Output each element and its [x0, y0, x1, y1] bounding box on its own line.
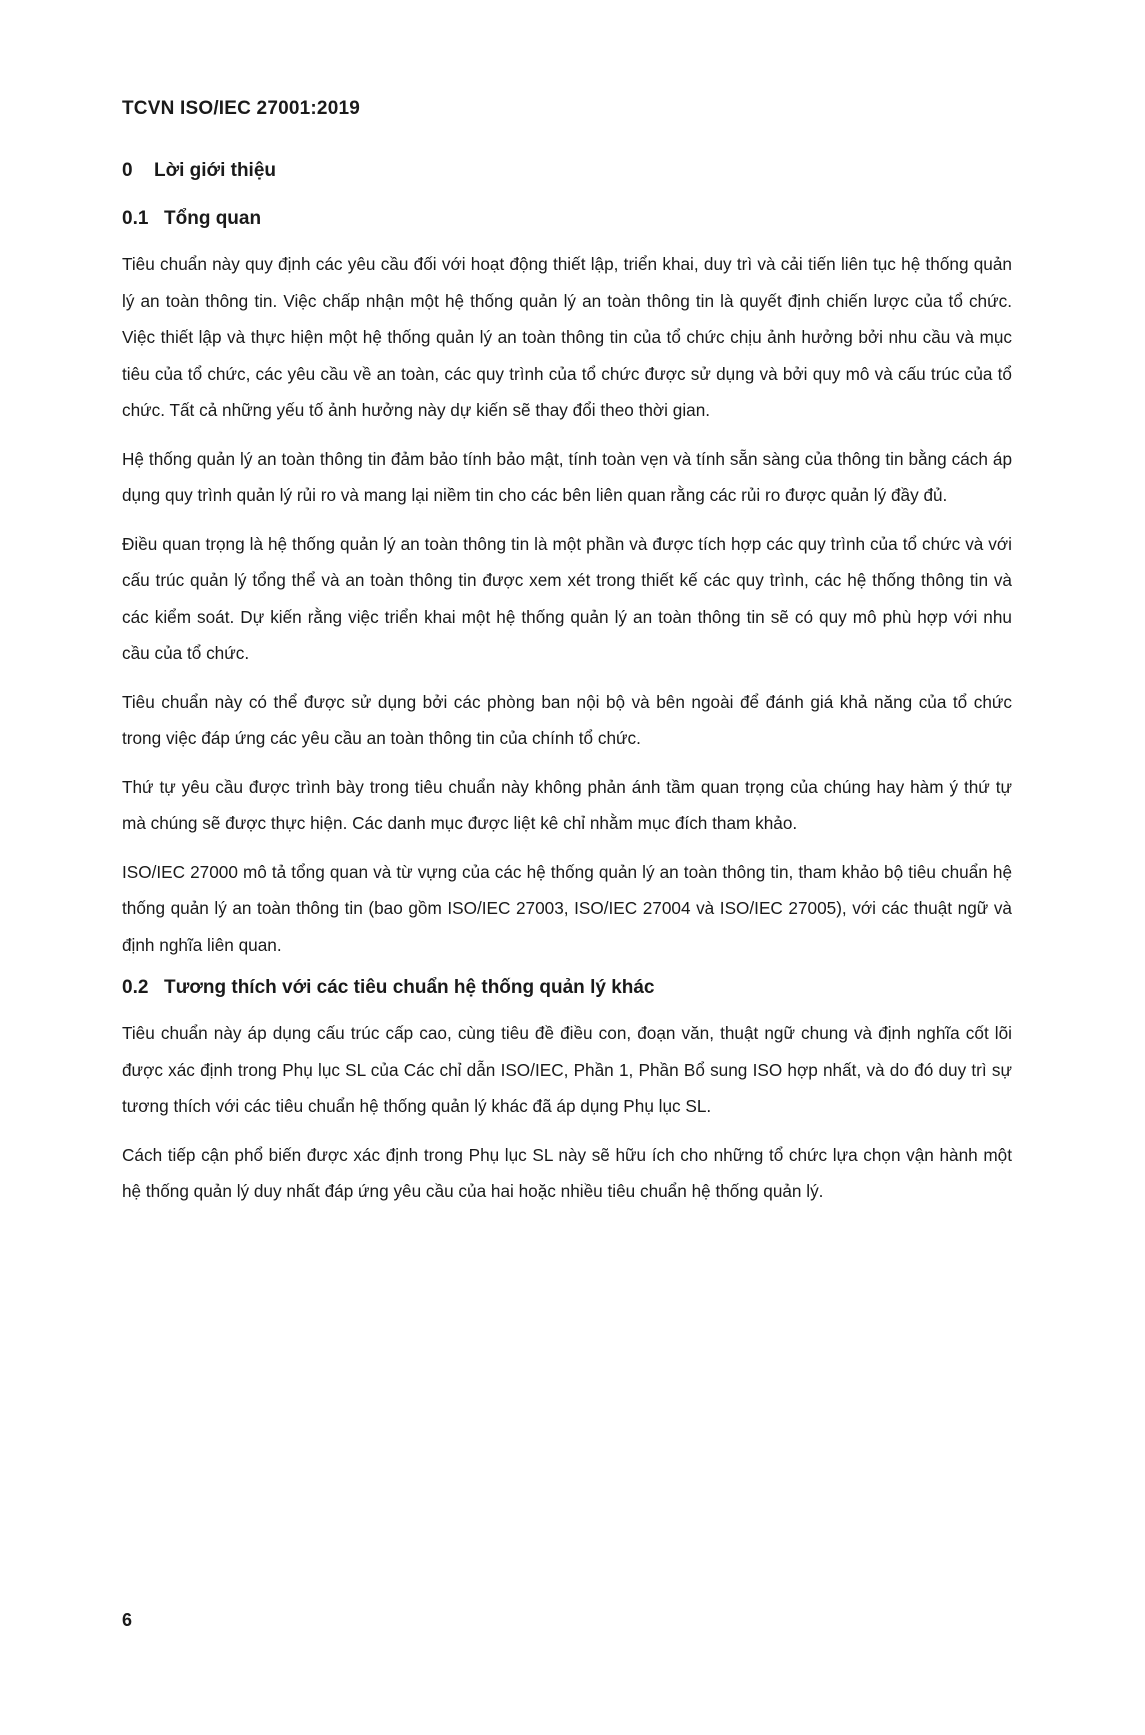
section-0-1-heading [122, 206, 1012, 232]
document-body [122, 158, 1012, 1222]
section-0-1-title: Tổng quan [164, 208, 262, 229]
section-0-2-title: Tương thích với các tiêu chuẩn hệ thống quản lý khác [164, 977, 655, 998]
section-0-1-paragraph-4: Tiêu chuẩn này có thể được sử dụng bởi các phòng ban nội bộ và bên ngoài để đánh giá khả năng của tổ chức trong việc đáp ứng các yêu cầu an toàn thông tin của chính tổ chức. [122, 691, 1012, 748]
section-0-1-paragraph-2: Hệ thống quản lý an toàn thông tin đảm bảo tính bảo mật, tính toàn vẹn và tính sẵn sàng của thông tin bằng cách áp dụng quy trình quản lý rủi ro và mang lại niềm tin cho các bên liên quan rằng các rủi ro được quản lý đầy đủ. [122, 448, 1012, 505]
section-0-1-number: 0.1 [122, 208, 149, 229]
page-number: 6 [122, 1610, 133, 1630]
section-0-1-paragraph-1: Tiêu chuẩn này quy định các yêu cầu đối với hoạt động thiết lập, triển khai, duy trì và cải tiến liên tục hệ thống quản lý an toàn thông tin. Việc chấp nhận một hệ thống quản lý an toàn thông tin là quyết định chiến lược của tổ chức. Việc thiết lập và thực hiện một hệ thống quản lý an toàn thông tin của tổ chức chịu ảnh hưởng bởi nhu cầu và mục tiêu của tổ chức, các yêu cầu về an toàn, các quy trình của tổ chức được sử dụng và bởi quy mô và cấu trúc của tổ chức. Tất cả những yếu tố ảnh hưởng này dự kiến sẽ thay đổi theo thời gian. [122, 254, 1012, 420]
section-0-2-number: 0.2 [122, 977, 149, 998]
section-0-2-paragraph-1: Tiêu chuẩn này áp dụng cấu trúc cấp cao, cùng tiêu đề điều con, đoạn văn, thuật ngữ chung và định nghĩa cốt lõi được xác định trong Phụ lục SL của Các chỉ dẫn ISO/IEC, Phần 1, Phần Bổ sung ISO hợp nhất, và do đó duy trì sự tương thích với các tiêu chuẩn hệ thống quản lý khác đã áp dụng Phụ lục SL. [122, 1023, 1012, 1116]
section-0-1-paragraph-5: Thứ tự yêu cầu được trình bày trong tiêu chuẩn này không phản ánh tầm quan trọng của chúng hay hàm ý thứ tự mà chúng sẽ được thực hiện. Các danh mục được liệt kê chỉ nhằm mục đích tham khảo. [122, 776, 1012, 833]
section-0-number: 0 [122, 160, 133, 181]
section-0-title: Lời giới thiệu [154, 160, 277, 181]
section-0-heading [122, 158, 1012, 184]
section-0-1-paragraph-3: Điều quan trọng là hệ thống quản lý an toàn thông tin là một phần và được tích hợp các quy trình của tổ chức và với cấu trúc quản lý tổng thể và an toàn thông tin được xem xét trong thiết kế các quy trình, các hệ thống thông tin và các kiểm soát. Dự kiến rằng việc triển khai một hệ thống quản lý an toàn thông tin sẽ có quy mô phù hợp với nhu cầu của tổ chức. [122, 533, 1012, 663]
section-0-2-heading [122, 975, 1012, 1001]
section-0-1-paragraph-6: ISO/IEC 27000 mô tả tổng quan và từ vựng của các hệ thống quản lý an toàn thông tin, tham khảo bộ tiêu chuẩn hệ thống quản lý an toàn thông tin (bao gồm ISO/IEC 27003, ISO/IEC 27004 và ISO/IEC 27005), với các thuật ngữ và định nghĩa liên quan. [122, 861, 1012, 955]
section-0-2-paragraph-2: Cách tiếp cận phổ biến được xác định trong Phụ lục SL này sẽ hữu ích cho những tổ chức lựa chọn vận hành một hệ thống quản lý duy nhất đáp ứng yêu cầu của hai hoặc nhiều tiêu chuẩn hệ thống quản lý. [122, 1144, 1012, 1201]
standard-code-header: TCVN ISO/IEC 27001:2019 [122, 98, 360, 119]
